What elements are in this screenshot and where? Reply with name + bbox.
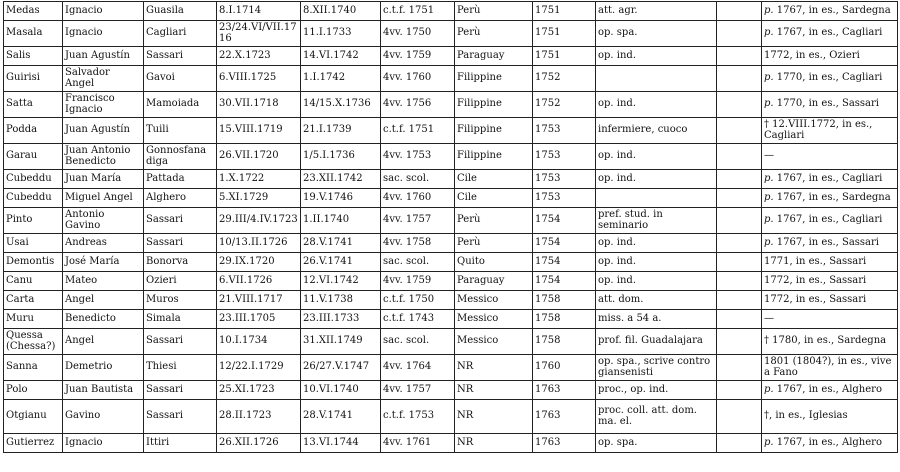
entry-date-cell: 11.V.1738 bbox=[301, 291, 381, 310]
surname-cell: Masala bbox=[4, 21, 63, 47]
blank-cell bbox=[717, 208, 762, 234]
departure-year-cell: 1763 bbox=[533, 400, 596, 434]
table-row bbox=[4, 170, 898, 189]
table-row bbox=[4, 92, 898, 118]
birthplace-cell: Ittiri bbox=[144, 434, 217, 453]
departure-year-cell: 1753 bbox=[533, 189, 596, 208]
fate-prefix: p. bbox=[764, 172, 774, 184]
birthplace-cell: Ozieri bbox=[144, 272, 217, 291]
fate-cell bbox=[762, 434, 898, 453]
surname-cell: Podda bbox=[4, 118, 63, 144]
role-cell bbox=[596, 189, 717, 208]
fate-text: 1771, in es., Sassari bbox=[764, 255, 867, 267]
entry-date-cell: 23.III.1733 bbox=[301, 310, 381, 329]
entry-date-cell: 23.XII.1742 bbox=[301, 170, 381, 189]
vows-cell: c.t.f. 1750 bbox=[381, 291, 455, 310]
blank-cell bbox=[717, 66, 762, 92]
birth-date-cell: 5.XI.1729 bbox=[217, 189, 301, 208]
destination-cell: Perù bbox=[455, 208, 533, 234]
entry-date-cell: 1/5.I.1736 bbox=[301, 144, 381, 170]
birth-date-cell: 26.XII.1726 bbox=[217, 434, 301, 453]
given-name-cell: Miguel Angel bbox=[63, 189, 144, 208]
birth-date-cell: 22.X.1723 bbox=[217, 47, 301, 66]
blank-cell bbox=[717, 234, 762, 253]
departure-year-cell: 1753 bbox=[533, 144, 596, 170]
fate-text: 1767, in es., Alghero bbox=[773, 383, 882, 395]
table-row bbox=[4, 2, 898, 21]
given-name-cell: Angel bbox=[63, 329, 144, 355]
departure-year-cell: 1751 bbox=[533, 47, 596, 66]
fate-cell bbox=[762, 170, 898, 189]
given-name-cell: Gavino bbox=[63, 400, 144, 434]
role-cell: op. ind. bbox=[596, 92, 717, 118]
vows-cell: 4vv. 1761 bbox=[381, 434, 455, 453]
fate-prefix: p. bbox=[764, 4, 774, 16]
given-name-cell: Benedicto bbox=[63, 310, 144, 329]
birth-date-cell: 25.XI.1723 bbox=[217, 381, 301, 400]
surname-cell: Otgianu bbox=[4, 400, 63, 434]
role-cell: proc. coll. att. dom. ma. el. bbox=[596, 400, 717, 434]
given-name-cell: Juan Agustín bbox=[63, 47, 144, 66]
birth-date-cell: 29.III/4.IV.1723 bbox=[217, 208, 301, 234]
entry-date-cell: 11.I.1733 bbox=[301, 21, 381, 47]
role-cell: miss. a 54 a. bbox=[596, 310, 717, 329]
vows-cell: sac. scol. bbox=[381, 253, 455, 272]
destination-cell: NR bbox=[455, 381, 533, 400]
birth-date-cell: 23.III.1705 bbox=[217, 310, 301, 329]
given-name-cell: Ignacio bbox=[63, 21, 144, 47]
destination-cell: Filippine bbox=[455, 144, 533, 170]
table-row bbox=[4, 355, 898, 381]
fate-cell bbox=[762, 355, 898, 381]
departure-year-cell: 1752 bbox=[533, 92, 596, 118]
given-name-cell: Andreas bbox=[63, 234, 144, 253]
fate-cell bbox=[762, 144, 898, 170]
table-row bbox=[4, 189, 898, 208]
role-cell: op. spa. bbox=[596, 434, 717, 453]
blank-cell bbox=[717, 144, 762, 170]
vows-cell: 4vv. 1759 bbox=[381, 47, 455, 66]
birthplace-cell: Bonorva bbox=[144, 253, 217, 272]
fate-cell bbox=[762, 234, 898, 253]
given-name-cell: José María bbox=[63, 253, 144, 272]
vows-cell: 4vv. 1764 bbox=[381, 355, 455, 381]
fate-cell bbox=[762, 118, 898, 144]
table-row bbox=[4, 291, 898, 310]
departure-year-cell: 1763 bbox=[533, 381, 596, 400]
blank-cell bbox=[717, 381, 762, 400]
given-name-cell: Juan Antonio Benedicto bbox=[63, 144, 144, 170]
birthplace-cell: Guasila bbox=[144, 2, 217, 21]
role-cell: pref. stud. in seminario bbox=[596, 208, 717, 234]
destination-cell: Cile bbox=[455, 170, 533, 189]
fate-cell bbox=[762, 21, 898, 47]
fate-prefix: p. bbox=[764, 236, 774, 248]
vows-cell: 4vv. 1757 bbox=[381, 381, 455, 400]
table-row bbox=[4, 118, 898, 144]
birthplace-cell: Simala bbox=[144, 310, 217, 329]
given-name-cell: Mateo bbox=[63, 272, 144, 291]
departure-year-cell: 1754 bbox=[533, 253, 596, 272]
birth-date-cell: 6.VII.1726 bbox=[217, 272, 301, 291]
role-cell: op. ind. bbox=[596, 253, 717, 272]
departure-year-cell: 1753 bbox=[533, 170, 596, 189]
fate-cell bbox=[762, 400, 898, 434]
departure-year-cell: 1752 bbox=[533, 66, 596, 92]
given-name-cell: Salvador Angel bbox=[63, 66, 144, 92]
surname-cell: Cubeddu bbox=[4, 189, 63, 208]
birthplace-cell: Sassari bbox=[144, 47, 217, 66]
destination-cell: Perù bbox=[455, 234, 533, 253]
destination-cell: Paraguay bbox=[455, 272, 533, 291]
birth-date-cell: 23/24.VI/VII.1716 bbox=[217, 21, 301, 47]
fate-cell bbox=[762, 2, 898, 21]
birth-date-cell: 30.VII.1718 bbox=[217, 92, 301, 118]
destination-cell: Quito bbox=[455, 253, 533, 272]
vows-cell: 4vv. 1758 bbox=[381, 234, 455, 253]
table-row bbox=[4, 66, 898, 92]
birthplace-cell: Pattada bbox=[144, 170, 217, 189]
surname-cell: Canu bbox=[4, 272, 63, 291]
fate-prefix: p. bbox=[764, 214, 774, 226]
blank-cell bbox=[717, 189, 762, 208]
given-name-cell: Ignacio bbox=[63, 2, 144, 21]
entry-date-cell: 1.II.1740 bbox=[301, 208, 381, 234]
given-name-cell: Francisco Ignacio bbox=[63, 92, 144, 118]
vows-cell: 4vv. 1760 bbox=[381, 66, 455, 92]
birth-date-cell: 1.X.1722 bbox=[217, 170, 301, 189]
vows-cell: c.t.f. 1743 bbox=[381, 310, 455, 329]
blank-cell bbox=[717, 21, 762, 47]
blank-cell bbox=[717, 47, 762, 66]
fate-text: 1772, in es., Sassari bbox=[764, 293, 867, 305]
vows-cell: 4vv. 1757 bbox=[381, 208, 455, 234]
destination-cell: Messico bbox=[455, 291, 533, 310]
fate-prefix: p. bbox=[764, 436, 774, 448]
departure-year-cell: 1754 bbox=[533, 234, 596, 253]
fate-prefix: p. bbox=[764, 72, 774, 84]
role-cell: op. ind. bbox=[596, 144, 717, 170]
blank-cell bbox=[717, 355, 762, 381]
departure-year-cell: 1758 bbox=[533, 291, 596, 310]
table-row bbox=[4, 21, 898, 47]
surname-cell: Muru bbox=[4, 310, 63, 329]
role-cell: infermiere, cuoco bbox=[596, 118, 717, 144]
table-row bbox=[4, 434, 898, 453]
fate-prefix: p. bbox=[764, 27, 774, 39]
fate-text: — bbox=[764, 312, 774, 324]
entry-date-cell: 26/27.V.1747 bbox=[301, 355, 381, 381]
blank-cell bbox=[717, 272, 762, 291]
birthplace-cell: Tuili bbox=[144, 118, 217, 144]
birthplace-cell: Sassari bbox=[144, 208, 217, 234]
blank-cell bbox=[717, 2, 762, 21]
blank-cell bbox=[717, 92, 762, 118]
fate-prefix: p. bbox=[764, 383, 774, 395]
departure-year-cell: 1753 bbox=[533, 118, 596, 144]
fate-text: 1767, in es., Sardegna bbox=[773, 191, 891, 203]
destination-cell: Filippine bbox=[455, 92, 533, 118]
surname-cell: Satta bbox=[4, 92, 63, 118]
entry-date-cell: 21.I.1739 bbox=[301, 118, 381, 144]
blank-cell bbox=[717, 291, 762, 310]
fate-text: 1772, in es., Ozieri bbox=[764, 49, 860, 61]
table-row bbox=[4, 47, 898, 66]
entry-date-cell: 14.VI.1742 bbox=[301, 47, 381, 66]
fate-prefix: p. bbox=[764, 98, 774, 110]
destination-cell: NR bbox=[455, 434, 533, 453]
vows-cell: 4vv. 1753 bbox=[381, 144, 455, 170]
birthplace-cell: Sassari bbox=[144, 381, 217, 400]
blank-cell bbox=[717, 310, 762, 329]
fate-text: 1770, in es., Cagliari bbox=[773, 72, 883, 84]
table-row bbox=[4, 208, 898, 234]
destination-cell: Messico bbox=[455, 329, 533, 355]
role-cell: att. dom. bbox=[596, 291, 717, 310]
surname-cell: Sanna bbox=[4, 355, 63, 381]
vows-cell: 4vv. 1759 bbox=[381, 272, 455, 291]
given-name-cell: Juan Bautista bbox=[63, 381, 144, 400]
birthplace-cell: Cagliari bbox=[144, 21, 217, 47]
departure-year-cell: 1751 bbox=[533, 2, 596, 21]
surname-cell: Guirisi bbox=[4, 66, 63, 92]
role-cell: op. spa. bbox=[596, 21, 717, 47]
role-cell: proc., op. ind. bbox=[596, 381, 717, 400]
fate-text: 1772, in es., Sassari bbox=[764, 274, 867, 286]
fate-text: †, in es., Iglesias bbox=[764, 410, 848, 422]
destination-cell: Cile bbox=[455, 189, 533, 208]
fate-text: 1767, in es., Cagliari bbox=[773, 27, 883, 39]
destination-cell: Filippine bbox=[455, 118, 533, 144]
birthplace-cell: Gavoi bbox=[144, 66, 217, 92]
fate-cell bbox=[762, 47, 898, 66]
entry-date-cell: 14/15.X.1736 bbox=[301, 92, 381, 118]
surname-cell: Usai bbox=[4, 234, 63, 253]
entry-date-cell: 19.V.1746 bbox=[301, 189, 381, 208]
blank-cell bbox=[717, 400, 762, 434]
birth-date-cell: 29.IX.1720 bbox=[217, 253, 301, 272]
fate-cell bbox=[762, 329, 898, 355]
surname-cell: Polo bbox=[4, 381, 63, 400]
fate-prefix: p. bbox=[764, 191, 774, 203]
birthplace-cell: Thiesi bbox=[144, 355, 217, 381]
fate-cell bbox=[762, 291, 898, 310]
birth-date-cell: 10.I.1734 bbox=[217, 329, 301, 355]
blank-cell bbox=[717, 253, 762, 272]
vows-cell: sac. scol. bbox=[381, 170, 455, 189]
birth-date-cell: 15.VIII.1719 bbox=[217, 118, 301, 144]
birthplace-cell: Sassari bbox=[144, 234, 217, 253]
role-cell: prof. fil. Guadalajara bbox=[596, 329, 717, 355]
entry-date-cell: 12.VI.1742 bbox=[301, 272, 381, 291]
birthplace-cell: Mamoiada bbox=[144, 92, 217, 118]
role-cell bbox=[596, 66, 717, 92]
surname-cell: Quessa (Chessa?) bbox=[4, 329, 63, 355]
birthplace-cell: Sassari bbox=[144, 400, 217, 434]
table-row bbox=[4, 400, 898, 434]
table-row bbox=[4, 329, 898, 355]
fate-text: 1767, in es., Cagliari bbox=[773, 214, 883, 226]
birth-date-cell: 21.VIII.1717 bbox=[217, 291, 301, 310]
given-name-cell: Antonio Gavino bbox=[63, 208, 144, 234]
fate-cell bbox=[762, 66, 898, 92]
surname-cell: Medas bbox=[4, 2, 63, 21]
table-row bbox=[4, 272, 898, 291]
entry-date-cell: 13.VI.1744 bbox=[301, 434, 381, 453]
given-name-cell: Ignacio bbox=[63, 434, 144, 453]
fate-text: 1767, in es., Sassari bbox=[773, 236, 879, 248]
vows-cell: c.t.f. 1751 bbox=[381, 2, 455, 21]
surname-cell: Salis bbox=[4, 47, 63, 66]
fate-cell bbox=[762, 208, 898, 234]
departure-year-cell: 1754 bbox=[533, 272, 596, 291]
departure-year-cell: 1751 bbox=[533, 21, 596, 47]
table-row bbox=[4, 144, 898, 170]
entry-date-cell: 31.XII.1749 bbox=[301, 329, 381, 355]
entry-date-cell: 28.V.1741 bbox=[301, 234, 381, 253]
missionaries-table bbox=[3, 1, 898, 453]
birth-date-cell: 12/22.I.1729 bbox=[217, 355, 301, 381]
birthplace-cell: Muros bbox=[144, 291, 217, 310]
surname-cell: Pinto bbox=[4, 208, 63, 234]
blank-cell bbox=[717, 329, 762, 355]
entry-date-cell: 28.V.1741 bbox=[301, 400, 381, 434]
departure-year-cell: 1760 bbox=[533, 355, 596, 381]
destination-cell: Filippine bbox=[455, 66, 533, 92]
given-name-cell: Demetrio bbox=[63, 355, 144, 381]
departure-year-cell: 1763 bbox=[533, 434, 596, 453]
vows-cell: 4vv. 1756 bbox=[381, 92, 455, 118]
role-cell: op. spa., scrive contro giansenisti bbox=[596, 355, 717, 381]
fate-cell bbox=[762, 92, 898, 118]
surname-cell: Demontis bbox=[4, 253, 63, 272]
fate-cell bbox=[762, 189, 898, 208]
table-row bbox=[4, 310, 898, 329]
birthplace-cell: Gonnosfana diga bbox=[144, 144, 217, 170]
table-body bbox=[4, 2, 898, 453]
birth-date-cell: 26.VII.1720 bbox=[217, 144, 301, 170]
fate-cell bbox=[762, 253, 898, 272]
surname-cell: Carta bbox=[4, 291, 63, 310]
destination-cell: NR bbox=[455, 400, 533, 434]
birth-date-cell: 28.II.1723 bbox=[217, 400, 301, 434]
surname-cell: Cubeddu bbox=[4, 170, 63, 189]
given-name-cell: Juan María bbox=[63, 170, 144, 189]
role-cell: op. ind. bbox=[596, 170, 717, 189]
role-cell: op. ind. bbox=[596, 272, 717, 291]
destination-cell: Paraguay bbox=[455, 47, 533, 66]
entry-date-cell: 10.VI.1740 bbox=[301, 381, 381, 400]
destination-cell: Messico bbox=[455, 310, 533, 329]
destination-cell: Perù bbox=[455, 2, 533, 21]
birthplace-cell: Sassari bbox=[144, 329, 217, 355]
birth-date-cell: 8.I.1714 bbox=[217, 2, 301, 21]
fate-cell bbox=[762, 310, 898, 329]
destination-cell: Perù bbox=[455, 21, 533, 47]
vows-cell: 4vv. 1760 bbox=[381, 189, 455, 208]
blank-cell bbox=[717, 118, 762, 144]
entry-date-cell: 8.XII.1740 bbox=[301, 2, 381, 21]
entry-date-cell: 26.V.1741 bbox=[301, 253, 381, 272]
departure-year-cell: 1758 bbox=[533, 329, 596, 355]
vows-cell: c.t.f. 1753 bbox=[381, 400, 455, 434]
fate-text: 1767, in es., Sardegna bbox=[773, 4, 891, 16]
table-row bbox=[4, 253, 898, 272]
fate-text: 1767, in es., Alghero bbox=[773, 436, 882, 448]
given-name-cell: Juan Agustín bbox=[63, 118, 144, 144]
birth-date-cell: 6.VIII.1725 bbox=[217, 66, 301, 92]
fate-text: † 1780, in es., Sardegna bbox=[764, 335, 887, 347]
role-cell: op. ind. bbox=[596, 47, 717, 66]
departure-year-cell: 1758 bbox=[533, 310, 596, 329]
fate-text: 1801 (1804?), in es., vive a Fano bbox=[764, 356, 892, 378]
destination-cell: NR bbox=[455, 355, 533, 381]
fate-cell bbox=[762, 381, 898, 400]
birthplace-cell: Alghero bbox=[144, 189, 217, 208]
fate-text: 1767, in es., Cagliari bbox=[773, 172, 883, 184]
table-row bbox=[4, 234, 898, 253]
vows-cell: sac. scol. bbox=[381, 329, 455, 355]
table-row bbox=[4, 381, 898, 400]
fate-text: 1770, in es., Sassari bbox=[773, 98, 879, 110]
fate-cell bbox=[762, 272, 898, 291]
departure-year-cell: 1754 bbox=[533, 208, 596, 234]
birth-date-cell: 10/13.II.1726 bbox=[217, 234, 301, 253]
entry-date-cell: 1.I.1742 bbox=[301, 66, 381, 92]
surname-cell: Gutierrez bbox=[4, 434, 63, 453]
fate-text: † 12.VIII.1772, in es., Cagliari bbox=[764, 119, 873, 141]
blank-cell bbox=[717, 170, 762, 189]
vows-cell: 4vv. 1750 bbox=[381, 21, 455, 47]
blank-cell bbox=[717, 434, 762, 453]
role-cell: att. agr. bbox=[596, 2, 717, 21]
role-cell: op. ind. bbox=[596, 234, 717, 253]
surname-cell: Garau bbox=[4, 144, 63, 170]
vows-cell: c.t.f. 1751 bbox=[381, 118, 455, 144]
fate-text: — bbox=[764, 150, 774, 162]
given-name-cell: Angel bbox=[63, 291, 144, 310]
